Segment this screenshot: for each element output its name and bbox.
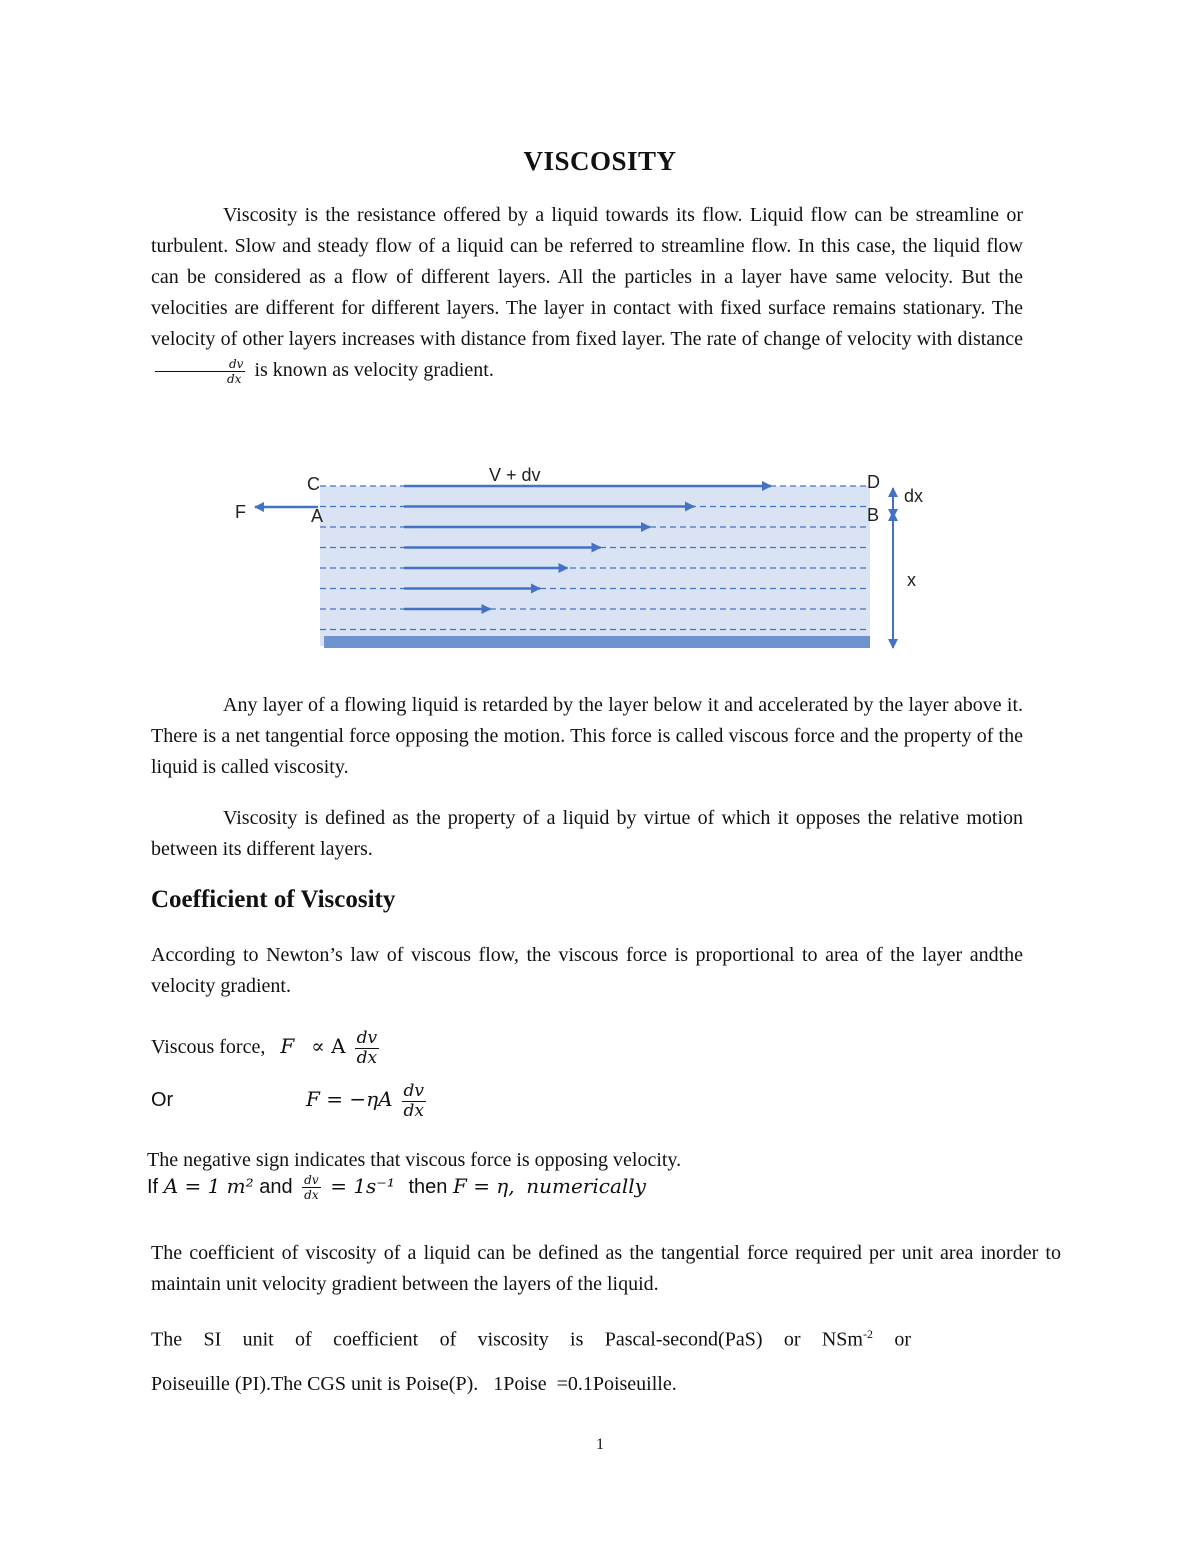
fraction-numerator: dv [155, 358, 245, 372]
eq2-numerator: dv [403, 1081, 425, 1101]
if-fraction [302, 1174, 320, 1201]
and-word: and [259, 1176, 293, 1198]
label-v-plus-dv: V + dv [489, 465, 541, 485]
result-expression: F = η, [452, 1174, 515, 1198]
page-title: VISCOSITY [523, 146, 677, 176]
equation-newton [151, 1083, 430, 1120]
intro-paragraph [151, 200, 1023, 386]
eq1-rel: ∝ A [311, 1034, 346, 1059]
si-unit-tail: or [894, 1328, 912, 1351]
eq1-lhs: F [280, 1034, 295, 1059]
label-x: x [907, 570, 916, 590]
cgs-unit-line: Poiseuille (PI).The CGS unit is Poise(P). 1Poise =0.1Poiseuille. [151, 1373, 677, 1395]
fraction-denominator: dx [227, 371, 242, 386]
if-numerator: dv [304, 1173, 319, 1188]
fixed-surface [324, 636, 870, 648]
intro-text-2: is known as velocity gradient. [254, 359, 494, 381]
fluid-region [320, 486, 870, 646]
paragraph-newton-law: According to Newton’s law of viscous flow, the viscous force is proportional to area of the layer andthe velocity gradient. [151, 944, 1023, 997]
section-heading: Coefficient of Viscosity [151, 886, 396, 913]
eq1-label: Viscous force, [151, 1036, 266, 1059]
velocity-gradient-fraction [155, 358, 245, 385]
paragraph-layers: Any layer of a flowing liquid is retarded by the layer below it and accelerated by the layer above it. There is a net tangential force opposing the motion. This force is called viscous force and the property of the liquid is called viscosity. [151, 694, 1023, 778]
unit-condition-line [147, 1174, 646, 1201]
eq2-denominator: dx [403, 1101, 425, 1121]
intro-text-1: Viscosity is the resistance offered by a liquid towards its flow. Liquid flow can be streamline or turbulent. Slow and steady flow of a liquid can be referred to streamline flow. In this case, the liquid flow can be considered as a flow of different layers. All the particles in a layer have same velocity. But the velocities are different for different layers. The layer in contact with fixed surface remains stationary. The velocity of other layers increases with distance from fixed layer. The rate of change of velocity with distance [151, 204, 1023, 350]
label-f: F [235, 502, 246, 522]
si-unit-superscript: -2 [862, 1327, 873, 1341]
equation-proportional [151, 1030, 383, 1067]
label-b: B [867, 505, 880, 525]
eq1-fraction [355, 1030, 380, 1067]
eq1-denominator: dx [356, 1048, 378, 1068]
label-a: A [311, 506, 324, 526]
gradient-condition: = 1s⁻¹ [330, 1174, 395, 1198]
si-unit-text: The SI unit of coefficient of viscosity is Pascal-second(PaS) or NSm [151, 1328, 863, 1351]
fluid-layers-diagram [0, 450, 1200, 670]
si-unit-line [151, 1319, 911, 1356]
then-word: then [408, 1176, 448, 1198]
numerically-word: numerically [526, 1174, 646, 1198]
label-dx: dx [904, 486, 924, 506]
paragraph-definition: Viscosity is defined as the property of a liquid by virtue of which it opposes the relative motion between its different layers. [151, 807, 1023, 860]
negative-sign-note: The negative sign indicates that viscous force is opposing velocity. [147, 1149, 682, 1171]
eq2-lhs: F = −ηA [306, 1087, 393, 1112]
eq2-label: Or [151, 1089, 174, 1112]
label-c: C [307, 474, 320, 494]
if-denominator: dx [304, 1188, 319, 1203]
label-d: D [867, 472, 880, 492]
if-word: If [147, 1176, 159, 1198]
eq2-fraction [402, 1083, 427, 1120]
page-number: 1 [596, 1436, 604, 1453]
eq1-numerator: dv [356, 1028, 378, 1048]
area-condition: A = 1 m² [163, 1174, 254, 1198]
paragraph-coefficient-definition: The coefficient of viscosity of a liquid can be defined as the tangential force required per unit area inorder to maintain unit velocity gradient between the layers of the liquid. [151, 1242, 1061, 1295]
